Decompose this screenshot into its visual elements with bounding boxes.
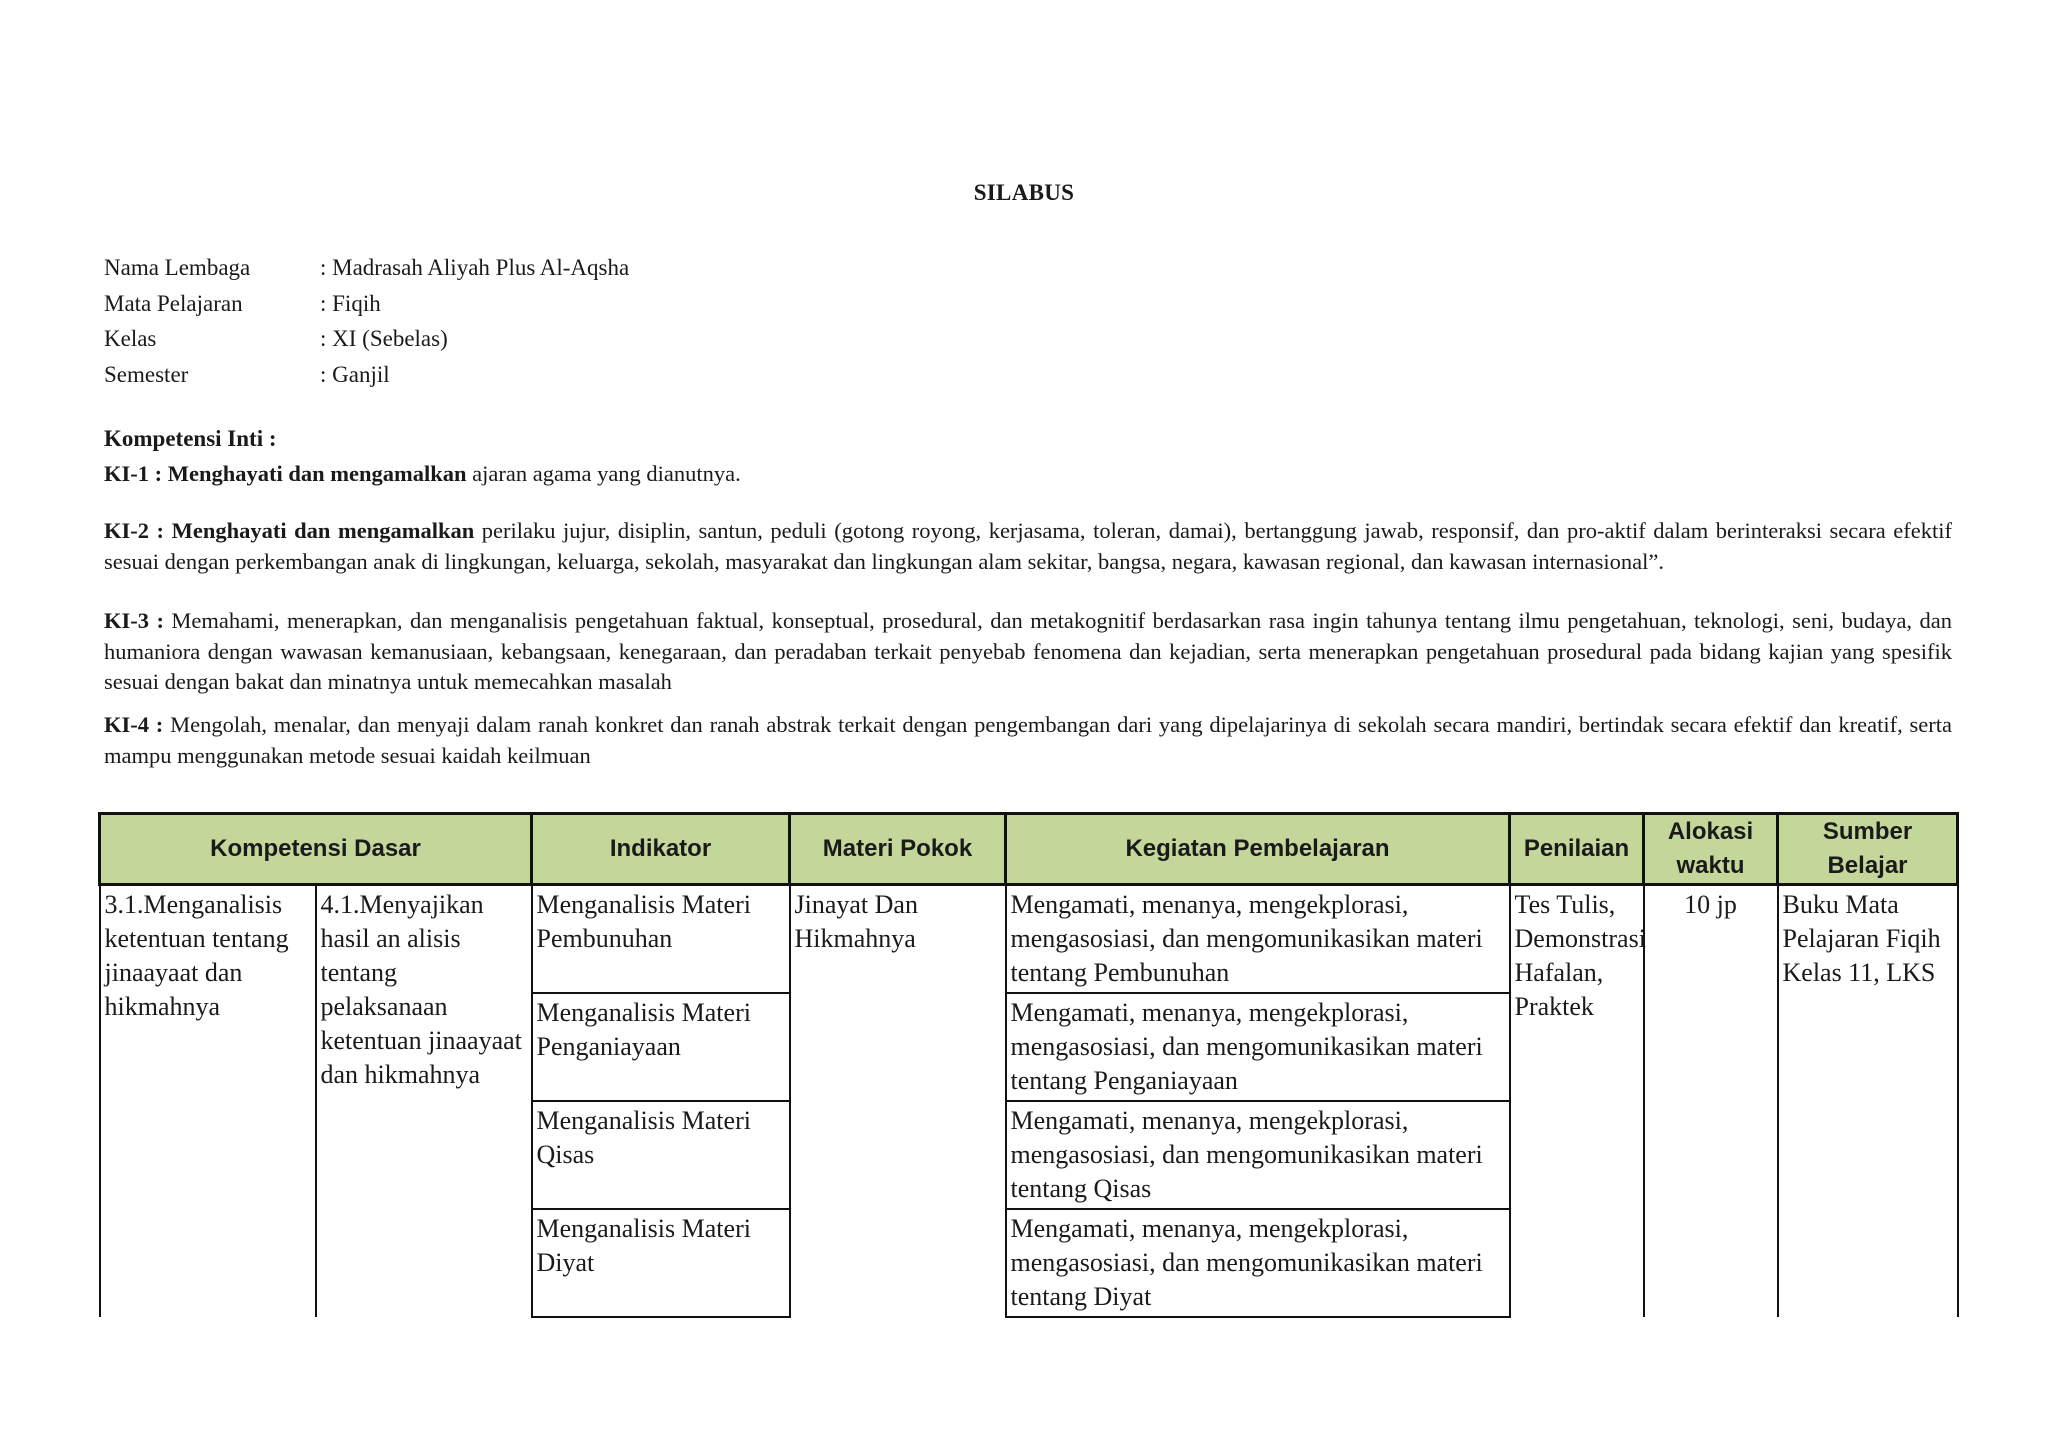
- header-kompetensi-dasar: Kompetensi Dasar: [100, 814, 532, 885]
- identity-block: [104, 250, 629, 392]
- kegiatan-cell: Mengamati, menanya, mengekplorasi, mengasosiasi, dan mengomunikasikan materi tentang Qisas: [1006, 1101, 1510, 1209]
- ki-3-lead: KI-3 :: [104, 608, 164, 633]
- meta-value: : Ganjil: [320, 361, 390, 387]
- table-row: [100, 885, 1958, 994]
- sumber-cell: Buku Mata Pelajaran Fiqih Kelas 11, LKS: [1778, 885, 1958, 1318]
- table-header-row: [100, 814, 1958, 885]
- header-alokasi: Alokasi waktu: [1644, 814, 1778, 885]
- indikator-cell: Menganalisis Materi Diyat: [532, 1209, 790, 1317]
- kegiatan-cell: Mengamati, menanya, mengekplorasi, mengasosiasi, dan mengomunikasikan materi tentang Diyat: [1006, 1209, 1510, 1317]
- kegiatan-cell: Mengamati, menanya, mengekplorasi, mengasosiasi, dan mengomunikasikan materi tentang Pembunuhan: [1006, 885, 1510, 994]
- meta-label: Kelas: [104, 326, 157, 351]
- meta-label: Nama Lembaga: [104, 255, 251, 280]
- indikator-cell: Menganalisis Materi Penganiayaan: [532, 993, 790, 1101]
- ki-2-lead: KI-2 : Menghayati dan mengamalkan: [104, 518, 475, 543]
- indikator-cell: Menganalisis Materi Qisas: [532, 1101, 790, 1209]
- document-title: SILABUS: [973, 180, 1075, 205]
- meta-row-mapel: [104, 286, 629, 322]
- meta-row-lembaga: [104, 250, 629, 286]
- ki-1-lead: KI-1 : Menghayati dan mengamalkan: [104, 461, 467, 486]
- ki-2-paragraph: [104, 516, 1952, 577]
- ki-4-paragraph: [104, 710, 1952, 771]
- meta-value: : Fiqih: [320, 290, 381, 316]
- header-kegiatan: Kegiatan Pembelajaran: [1006, 814, 1510, 885]
- meta-label: Semester: [104, 361, 189, 387]
- kd-3-cell: 3.1.Menganalisis ketentuan tentang jinaayaat dan hikmahnya: [100, 885, 316, 1318]
- indikator-cell: Menganalisis Materi Pembunuhan: [532, 885, 790, 994]
- ki-3-paragraph: [104, 606, 1952, 698]
- meta-row-semester: [104, 357, 629, 393]
- silabus-table: [98, 812, 1959, 1318]
- meta-value: : Madrasah Aliyah Plus Al-Aqsha: [320, 255, 630, 280]
- ki-3-text: Memahami, menerapkan, dan menganalisis pengetahuan faktual, konseptual, prosedural, dan metakognitif berdasarkan rasa ingin tahunya tentang ilmu pengetahuan, teknologi, seni, budaya, dan humaniora dengan wawasan kemanusiaan, kebangsaan, kenegaraan, dan peradaban terkait penyebab fenomena dan kejadian, serta menerapkan pengetahuan prosedural pada bidang kajian yang spesifik sesuai dengan bakat dan minatnya untuk memecahkan masalah: [104, 608, 1953, 694]
- penilaian-cell: Tes Tulis, Demonstrasi Hafalan, Praktek: [1510, 885, 1644, 1318]
- header-materi-pokok: Materi Pokok: [790, 814, 1006, 885]
- ki-4-text: Mengolah, menalar, dan menyaji dalam ranah konkret dan ranah abstrak terkait dengan pengembangan dari yang dipelajarinya di sekolah secara mandiri, bertindak secara efektif dan kreatif, serta mampu menggunakan metode sesuai kaidah keilmuan: [104, 712, 1952, 768]
- meta-row-kelas: [104, 321, 629, 357]
- kegiatan-cell: Mengamati, menanya, mengekplorasi, mengasosiasi, dan mengomunikasikan materi tentang Penganiayaan: [1006, 993, 1510, 1101]
- header-sumber: Sumber Belajar: [1778, 814, 1958, 885]
- meta-value: : XI (Sebelas): [320, 326, 448, 351]
- alokasi-cell: 10 jp: [1644, 885, 1778, 1318]
- header-penilaian: Penilaian: [1510, 814, 1644, 885]
- ki-heading: Kompetensi Inti :: [104, 426, 277, 451]
- ki-4-lead: KI-4 :: [104, 712, 164, 737]
- kd-4-cell: 4.1.Menyajikan hasil an alisis tentang pelaksanaan ketentuan jinaayaat dan hikmahnya: [316, 885, 532, 1318]
- ki-2-text: perilaku jujur, disiplin, santun, peduli (gotong royong, kerjasama, toleran, damai), bertanggung jawab, responsif, dan pro-aktif dalam berinteraksi secara efektif sesuai dengan perkembangan anak di lingkungan, keluarga, sekolah, masyarakat dan lingkungan alam sekitar, bangsa, negara, kawasan regional, dan kawasan internasional”.: [104, 518, 1952, 574]
- materi-cell: Jinayat Dan Hikmahnya: [790, 885, 1006, 1318]
- ki-1-text: ajaran agama yang dianutnya.: [466, 461, 741, 486]
- ki-1-paragraph: [104, 459, 1952, 490]
- meta-label: Mata Pelajaran: [104, 290, 243, 316]
- header-indikator: Indikator: [532, 814, 790, 885]
